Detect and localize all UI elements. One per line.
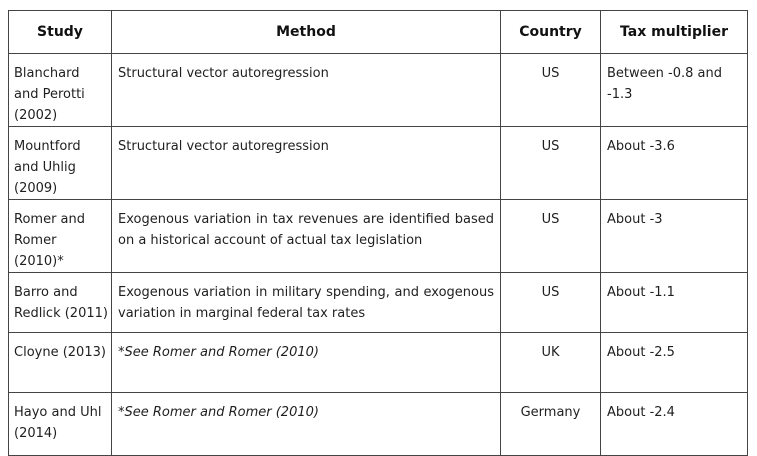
cell-country: US <box>501 54 601 127</box>
header-method: Method <box>112 11 501 54</box>
cell-tax-multiplier: Between -0.8 and -1.3 <box>601 54 748 127</box>
cell-method: *See Romer and Romer (2010) <box>112 333 501 393</box>
cell-country: Germany <box>501 393 601 456</box>
table-row <box>9 273 748 333</box>
cell-study: Blanchard and Perotti (2002) <box>9 54 112 127</box>
cell-tax-multiplier: About -3.6 <box>601 127 748 200</box>
cell-method: Exogenous variation in military spending, and exogenous variation in marginal federal tax rates <box>112 273 501 333</box>
cell-tax-multiplier: About -2.5 <box>601 333 748 393</box>
cell-country: US <box>501 127 601 200</box>
table-row <box>9 200 748 273</box>
cell-method: Structural vector autoregression <box>112 54 501 127</box>
cell-tax-multiplier: About -3 <box>601 200 748 273</box>
cell-method: Exogenous variation in tax revenues are identified based on a historical account of actual tax legislation <box>112 200 501 273</box>
cell-method: *See Romer and Romer (2010) <box>112 393 501 456</box>
cell-country: US <box>501 200 601 273</box>
cell-study: Hayo and Uhl (2014) <box>9 393 112 456</box>
tax-multiplier-table <box>8 10 748 456</box>
cell-study: Barro and Redlick (2011) <box>9 273 112 333</box>
table-row <box>9 333 748 393</box>
cell-study: Romer and Romer (2010)* <box>9 200 112 273</box>
header-study: Study <box>9 11 112 54</box>
cell-tax-multiplier: About -2.4 <box>601 393 748 456</box>
cell-country: US <box>501 273 601 333</box>
header-country: Country <box>501 11 601 54</box>
header-tax-multiplier: Tax multiplier <box>601 11 748 54</box>
cell-study: Mountford and Uhlig (2009) <box>9 127 112 200</box>
cell-tax-multiplier: About -1.1 <box>601 273 748 333</box>
cell-country: UK <box>501 333 601 393</box>
cell-study: Cloyne (2013) <box>9 333 112 393</box>
table-row <box>9 127 748 200</box>
cell-method: Structural vector autoregression <box>112 127 501 200</box>
header-row <box>9 11 748 54</box>
table-row <box>9 54 748 127</box>
table-row <box>9 393 748 456</box>
